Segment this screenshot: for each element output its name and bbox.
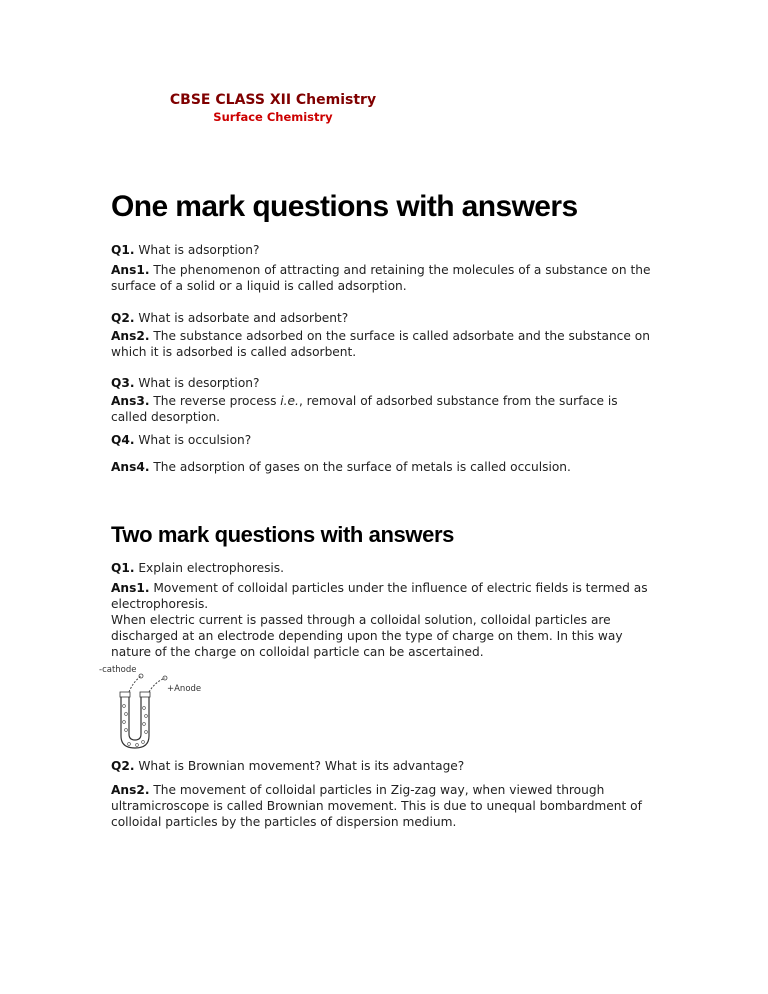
s1-answer-1: Ans1. The phenomenon of attracting and retaining the molecules of a substance on the surface of a solid or a liquid is called adsorption. xyxy=(111,263,651,293)
s2-question-2: Q2. What is Brownian movement? What is its advantage? xyxy=(111,759,465,773)
section2-heading: Two mark questions with answers xyxy=(111,522,454,547)
left-stopper xyxy=(120,692,130,697)
s2-answer-1: Ans1. Movement of colloidal particles under the influence of electric fields is termed as electrophoresis. When electric current is passed through a colloidal solution, colloidal particles are discharged at an electrode depending upon the type of charge on them. In this way nature of the charge on colloidal particle can be ascertained. xyxy=(111,581,648,659)
right-stopper xyxy=(140,692,150,697)
s1-question-1: Q1. What is adsorption? xyxy=(111,243,260,257)
s1-answer-3: Ans3. The reverse process i.e., removal of adsorbed substance from the surface is called desorption. xyxy=(111,394,618,424)
s1-question-4: Q4. What is occulsion? xyxy=(111,433,252,447)
s1-answer-4: Ans4. The adsorption of gases on the surface of metals is called occulsion. xyxy=(111,460,571,474)
s1-question-3: Q3. What is desorption? xyxy=(111,376,260,390)
header-title: CBSE CLASS XII Chemistry xyxy=(169,92,377,108)
header-subtitle: Surface Chemistry xyxy=(213,110,333,124)
s2-question-1: Q1. Explain electrophoresis. xyxy=(111,561,285,575)
s2-answer-2: Ans2. The movement of colloidal particles in Zig-zag way, when viewed through ultramicroscope is called Brownian movement. This is due to unequal bombardment of colloidal particles by the particles of dispersion medium. xyxy=(111,783,642,829)
electrophoresis-diagram xyxy=(99,664,209,752)
s1-answer-2: Ans2. The substance adsorbed on the surface is called adsorbate and the substance on which it is adsorbed is called adsorbent. xyxy=(111,329,650,359)
cathode-wire xyxy=(129,676,141,692)
anode-label: +Anode xyxy=(167,684,202,694)
section1-heading: One mark questions with answers xyxy=(111,190,578,223)
s1-question-2: Q2. What is adsorbate and adsorbent? xyxy=(111,311,349,325)
anode-wire xyxy=(149,678,165,692)
cathode-label: -cathode xyxy=(99,665,137,675)
u-tube-inner xyxy=(129,696,141,740)
